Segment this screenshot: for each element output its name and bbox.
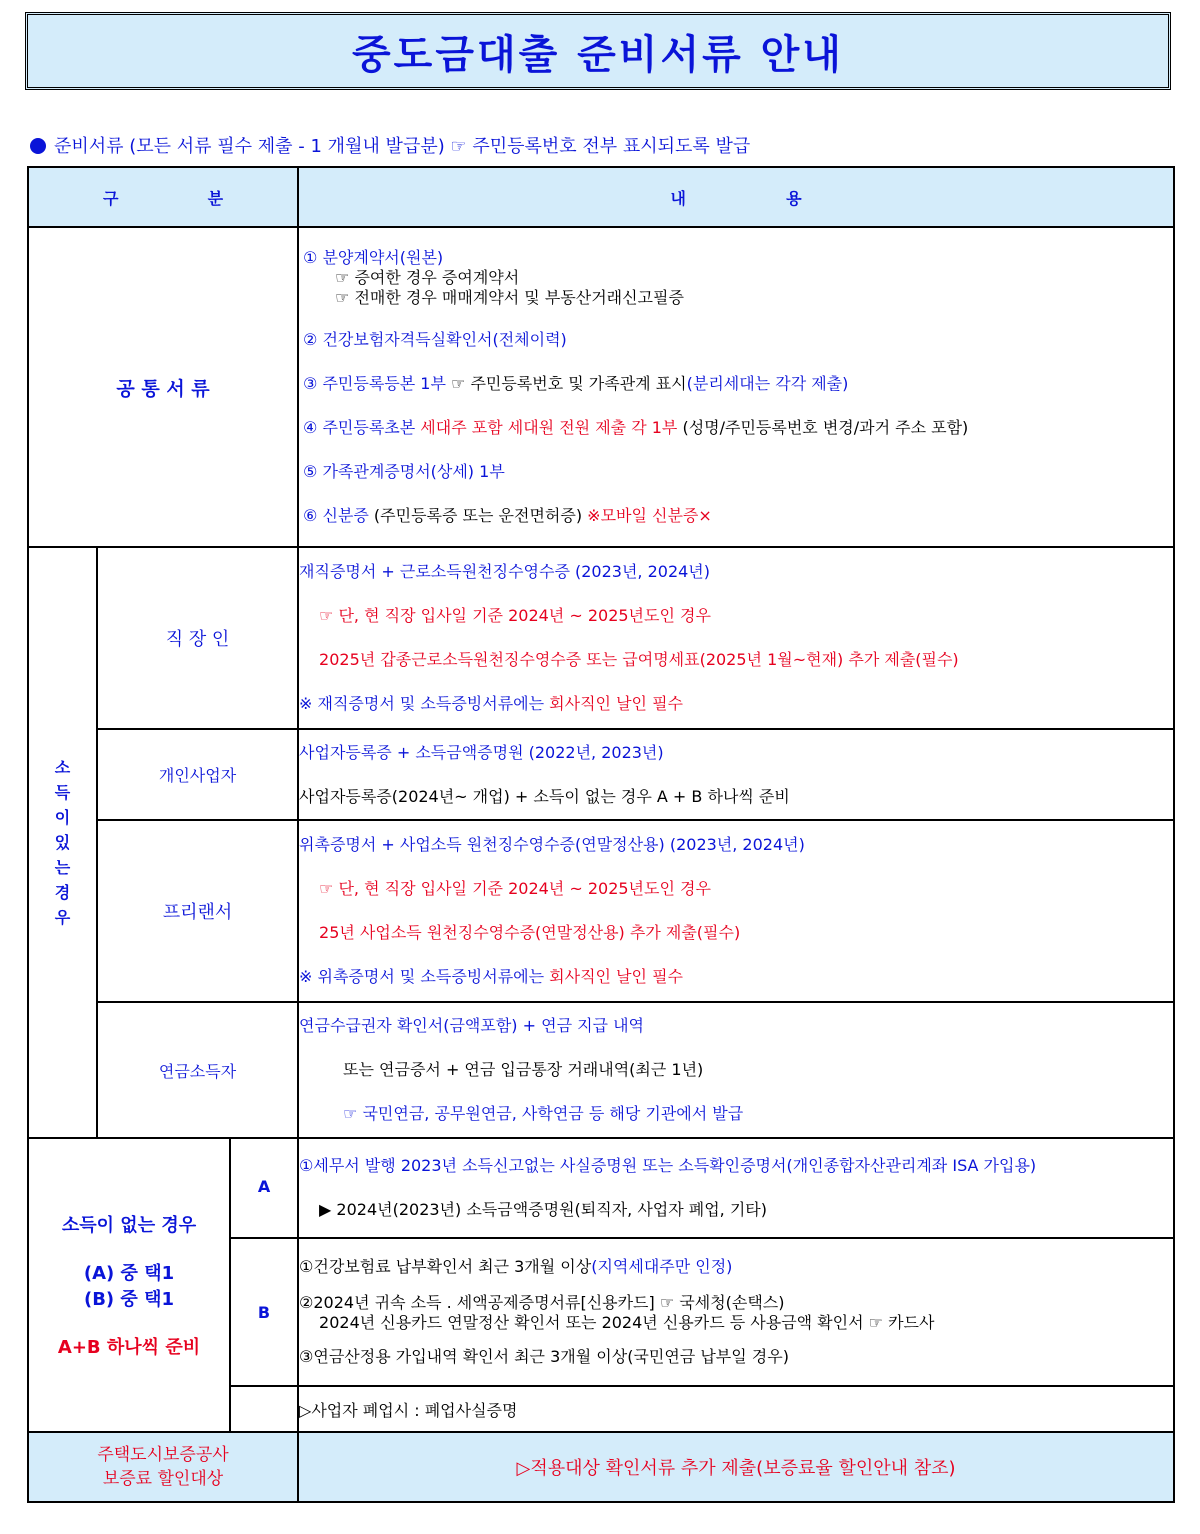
- common-item-5: ⑤ 가족관계증명서(상세) 1부: [303, 462, 505, 481]
- hug-label: [28, 1432, 298, 1502]
- header-content: 내 용: [298, 167, 1174, 227]
- common-item-1: ① 분양계약서(원본): [303, 248, 444, 267]
- bullet-circle-icon: [30, 138, 46, 154]
- hug-label-1: 주택도시보증공사: [97, 1445, 229, 1465]
- freelancer-line-4: ※ 위촉증명서 및 소득증빙서류에는 회사직인 날인 필수: [299, 967, 683, 986]
- employee-label: 직 장 인: [97, 547, 298, 729]
- document-table: [27, 166, 1175, 1503]
- freelancer-content: [298, 820, 1174, 1002]
- business-line-1: 사업자등록증 + 소득금액증명원 (2022년, 2023년): [299, 742, 664, 762]
- pension-line-2: 또는 연금증서 + 연금 입금통장 거래내역(최근 1년): [343, 1060, 704, 1079]
- hug-content: ▷적용대상 확인서류 추가 제출(보증료율 할인안내 참조): [298, 1432, 1174, 1502]
- noincome-a-line-1: ①세무서 발행 2023년 소득신고없는 사실증명원 또는 소득확인증명서(개인종합자산관리계좌 ISA 가입용): [299, 1156, 1037, 1175]
- employee-line-4: ※ 재직증명서 및 소득증빙서류에는 회사직인 날인 필수: [299, 694, 683, 713]
- income-label: [28, 547, 97, 1138]
- employee-line-2: ☞ 단, 현 직장 입사일 기준 2024년 ~ 2025년도인 경우: [319, 606, 711, 625]
- common-item-4: ④ 주민등록초본 세대주 포함 세대원 전원 제출 각 1부 (성명/주민등록번호 변경/과거 주소 포함): [303, 418, 969, 437]
- noincome-a-label: A: [230, 1138, 298, 1238]
- noincome-a-content: [298, 1138, 1174, 1238]
- common-item-6: ⑥ 신분증 (주민등록증 또는 운전면허증) ※모바일 신분증×: [303, 506, 712, 525]
- business-content: [298, 729, 1174, 820]
- noincome-b-content: [298, 1238, 1174, 1386]
- freelancer-line-1: 위촉증명서 + 사업소득 원천징수영수증(연말정산용) (2023년, 2024년): [299, 835, 805, 854]
- title-box: [25, 12, 1171, 90]
- pension-line-3: ☞ 국민연금, 공무원연금, 사학연금 등 해당 기관에서 발급: [343, 1104, 744, 1123]
- freelancer-line-2: ☞ 단, 현 직장 입사일 기준 2024년 ~ 2025년도인 경우: [319, 879, 711, 898]
- noincome-empty-cell: [230, 1386, 298, 1432]
- pension-label: 연금소득자: [97, 1002, 298, 1138]
- freelancer-label: 프리랜서: [97, 820, 298, 1002]
- pension-line-1: 연금수급권자 확인서(금액포함) + 연금 지급 내역: [299, 1016, 645, 1035]
- common-item-1-sub-2: ☞ 전매한 경우 매매계약서 및 부동산거래신고필증: [335, 288, 684, 307]
- common-item-3: ③ 주민등록등본 1부 ☞ 주민등록번호 및 가족관계 표시(분리세대는 각각 제출): [303, 374, 849, 393]
- noincome-label-4: A+B 하나씩 준비: [57, 1337, 201, 1358]
- income-label-text: 소득이있는경우: [54, 758, 71, 927]
- common-label: 공 통 서 류: [28, 227, 298, 547]
- common-content: [298, 227, 1174, 547]
- business-line-2: 사업자등록증(2024년~ 개업) + 소득이 없는 경우 A + B 하나씩 준비: [299, 786, 790, 806]
- employee-content: [298, 547, 1174, 729]
- intro-text: 준비서류 (모든 서류 필수 제출 - 1 개월내 발급분) ☞ 주민등록번호 전부 표시되도록 발급: [54, 136, 751, 157]
- noincome-label-2: (A) 중 택1: [83, 1263, 175, 1284]
- employee-line-1: 재직증명서 + 근로소득원천징수영수증 (2023년, 2024년): [299, 562, 710, 581]
- hug-label-2: 보증료 할인대상: [102, 1469, 224, 1489]
- noincome-closed: ▷사업자 폐업시 : 폐업사실증명: [298, 1386, 1174, 1432]
- common-item-2: ② 건강보험자격득실확인서(전체이력): [303, 330, 567, 349]
- noincome-b-line-1: ①건강보험료 납부확인서 최근 3개월 이상(지역세대주만 인정): [299, 1257, 733, 1276]
- noincome-b-line-2: ②2024년 귀속 소득 . 세액공제증명서류[신용카드] ☞ 국세청(손택스): [299, 1293, 785, 1312]
- noincome-b-line-3: 2024년 신용카드 연말정산 확인서 또는 2024년 신용카드 등 사용금액 확인서 ☞ 카드사: [319, 1313, 935, 1332]
- intro-line: [30, 132, 750, 158]
- noincome-label-1: 소득이 없는 경우: [61, 1215, 197, 1236]
- page-title: 중도금대출 준비서류 안내: [352, 31, 844, 78]
- employee-line-3: 2025년 갑종근로소득원천징수영수증 또는 급여명세표(2025년 1월~현재) 추가 제출(필수): [319, 650, 959, 669]
- header-category: 구 분: [28, 167, 298, 227]
- freelancer-line-3: 25년 사업소득 원천징수영수증(연말정산용) 추가 제출(필수): [319, 923, 741, 942]
- noincome-b-line-4: ③연금산정용 가입내역 확인서 최근 3개월 이상(국민연금 납부일 경우): [299, 1347, 789, 1366]
- noincome-a-line-2: ▶ 2024년(2023년) 소득금액증명원(퇴직자, 사업자 폐업, 기타): [319, 1200, 768, 1219]
- noincome-label: [28, 1138, 230, 1432]
- common-item-1-sub-1: ☞ 증여한 경우 증여계약서: [335, 268, 520, 287]
- noincome-b-label: B: [230, 1238, 298, 1386]
- business-label: 개인사업자: [97, 729, 298, 820]
- noincome-label-3: (B) 중 택1: [83, 1289, 174, 1310]
- pension-content: [298, 1002, 1174, 1138]
